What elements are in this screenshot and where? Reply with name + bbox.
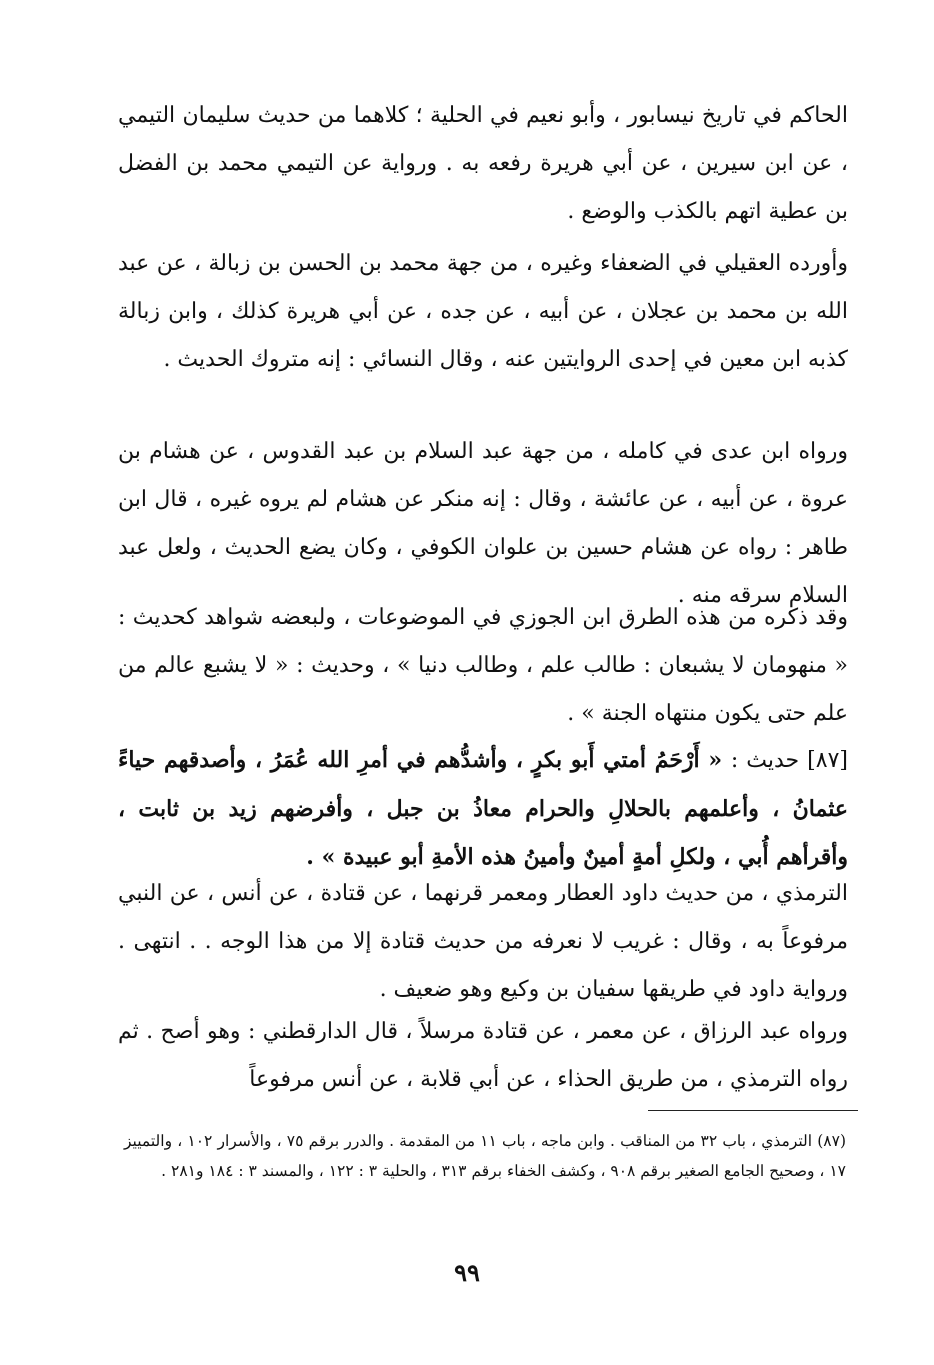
paragraph-3: ورواه ابن عدى في كامله ، من جهة عبد السلام بن عبد القدوس ، عن هشام بن عروة ، عن أبيه ، عن عائشة ، وقال : إنه منكر عن هشام لم يروه غيره ، قال ابن طاهر : رواه عن هشام حسين بن علوان الكوفي ، وكان يضع الحديث ، ولعل عبد السلام سرقه منه .	[118, 439, 848, 608]
hadith-87	[118, 736, 848, 881]
paragraph-4: وقد ذكره من هذه الطرق ابن الجوزي في الموضوعات ، ولبعضه شواهد كحديث : « منهومان لا يشبعان : طالب علم ، وطالب دنيا » ، وحديث : « لا يشبع عالم من علم حتى يكون منتهاه الجنة » .	[118, 605, 848, 726]
paragraph-6: ورواه عبد الرزاق ، عن معمر ، عن قتادة مرسلاً ، قال الدارقطني : وهو أصح . ثم رواه الترمذي ، من طريق الحذاء ، عن أبي قلابة ، عن أنس مرفوعاً	[118, 1019, 848, 1092]
hadith-text: « أَرْحَمُ أمتي أَبو بكرٍ ، وأشدُّهم في أمرِ الله عُمَرُ ، وأصدقهم حياءً عثمانُ ، وأعلمهم بالحلالِ والحرام معاذُ بن جبل ، وأفرضهم زيد بن ثابت ، وأقرأهم أُبي ، ولكلِ أمةٍ أمينٌ وأمينُ هذه الأمةِ أبو عبيدة » .	[118, 747, 848, 870]
paragraph-2: وأورده العقيلي في الضعفاء وغيره ، من جهة محمد بن الحسن بن زبالة ، عن عبد الله بن محمد بن عجلان ، عن أبيه ، عن جده ، عن أبي هريرة كذلك ، وابن زبالة كذبه ابن معين في إحدى الروايتين عنه ، وقال النسائي : إنه متروك الحديث .	[118, 251, 848, 372]
footnote: (٨٧) الترمذي ، باب ٣٢ من المناقب . وابن ماجه ، باب ١١ من المقدمة . والدرر برقم ٧٥ ، والأسرار ١٠٢ ، والتمييز ١٧ ، وصحيح الجامع الصغير برقم ٩٠٨ ، وكشف الخفاء برقم ٣١٣ ، والحلية ٣ : ١٢٢ ، والمسند ٣ : ١٨٤ و٢٨١ .	[124, 1132, 846, 1180]
paragraph-5: الترمذي ، من حديث داود العطار ومعمر قرنهما ، عن قتادة ، عن أنس ، عن النبي مرفوعاً به ، وقال : غريب لا نعرفه من حديث قتادة إلا من هذا الوجه . . انتهى . ورواية داود في طريقها سفيان بن وكيع وهو ضعيف .	[118, 881, 848, 1002]
hadith-number: [٨٧] حديث :	[730, 748, 848, 773]
footnote-divider	[648, 1110, 858, 1111]
paragraph-1: الحاكم في تاريخ نيسابور ، وأبو نعيم في الحلية ؛ كلاهما من حديث سليمان التيمي ، عن ابن سيرين ، عن أبي هريرة رفعه به . ورواية عن التيمي محمد بن الفضل بن عطية اتهم بالكذب والوضع .	[118, 103, 848, 224]
page-number: ٩٩	[454, 1258, 480, 1287]
